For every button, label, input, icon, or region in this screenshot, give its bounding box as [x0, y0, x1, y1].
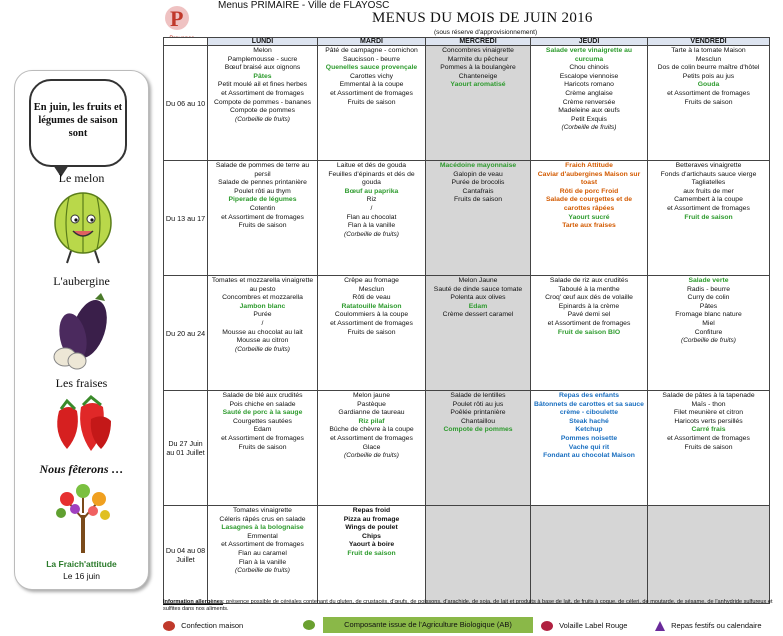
- menu-item: Mousse au chocolat au lait: [222, 328, 303, 336]
- menu-cell-wed: [426, 46, 531, 161]
- menu-item: Saucisson - beurre: [342, 55, 401, 63]
- top-title: Menus PRIMAIRE - Ville de FLAYOSC: [218, 0, 390, 11]
- svg-text:P: P: [170, 6, 184, 31]
- menu-cell-tue: [318, 161, 426, 276]
- week-label: Du 27 Juin au 01 Juillet: [164, 391, 208, 506]
- week-label: Du 13 au 17: [164, 161, 208, 276]
- legend-label-rouge-label: Volaille Label Rouge: [559, 621, 628, 630]
- menu-item: Marmite du pêcheur: [447, 55, 509, 63]
- menu-item: Caviar d'aubergines Maison sur toast: [537, 170, 641, 187]
- menu-item: et Assortiment de fromages: [667, 434, 750, 442]
- header-jeudi: JEUDI: [531, 38, 648, 46]
- menu-item: Poêlée printanière: [450, 409, 506, 417]
- menu-item: Confiture: [694, 328, 723, 336]
- menu-item: Salade de pennes printanière: [218, 179, 307, 187]
- menu-item: Fruit de saison: [347, 549, 396, 557]
- menu-item: Concombres vinaigrette: [442, 47, 514, 54]
- allergen-text: : présence possible de céréales contenant du gluten, de crustacés, d'œufs, de poissons, d'arachide, de soja, de lait et produits à base de lait, de fruits à coque, de céleri, de moutarde, de sésame, de l'anhydride sulfureux et sulfites dans nos aliments.: [163, 599, 773, 612]
- menu-item: Feuilles d'épinards et dés de gouda: [328, 170, 415, 187]
- menu-item: Edam: [468, 302, 488, 310]
- day-header-row: [164, 38, 770, 46]
- menu-item: Fruits de saison: [454, 196, 502, 204]
- menu-item: Fonds d'artichauts sauce vierge: [660, 170, 757, 178]
- menu-cell-tue: [318, 276, 426, 391]
- menu-item: Croq' œuf aux dés de volaille: [545, 294, 633, 302]
- menu-item: Bœuf au paprika: [344, 187, 399, 195]
- menu-item: Madeleine aux œufs: [558, 107, 620, 115]
- menu-item: Purée de brocolis: [451, 179, 505, 187]
- menu-item: Concombres et mozzarella: [222, 294, 303, 302]
- menu-item: Melon Jaune: [458, 277, 498, 284]
- menu-item: Ratatouille Maison: [341, 302, 402, 310]
- menu-item: Pommes noisette: [560, 434, 618, 442]
- chef-hat-icon: [163, 621, 175, 631]
- menu-item: Gardianne de taureau: [338, 409, 405, 417]
- menu-item: et Assortiment de fromages: [221, 541, 304, 549]
- menu-item: Fruits de saison: [238, 222, 287, 230]
- menu-item: Chou chinois: [569, 64, 609, 72]
- header-mardi: MARDI: [318, 38, 426, 46]
- week-row: [164, 46, 770, 161]
- menu-item: Bâtonnets de carottes et sa sauce crème - ciboulette: [534, 400, 644, 417]
- menu-item: Salade de blé aux crudités: [222, 392, 303, 399]
- menu-item: Crème renversée: [562, 98, 616, 106]
- menu-item: Gouda: [697, 81, 720, 89]
- menu-item: Macédoine mayonnaise: [439, 162, 517, 169]
- menu-item: Fruit de saison: [684, 213, 733, 221]
- header-vendredi: VENDREDI: [648, 38, 770, 46]
- menu-item: (Corbeille de fruits): [235, 567, 290, 575]
- menu-item: Poulet rôti au thym: [234, 187, 291, 195]
- menu-cell-mon: [208, 161, 318, 276]
- menu-item: (Corbeille de fruits): [235, 115, 290, 123]
- menu-item: (Corbeille de fruits): [681, 337, 736, 345]
- menu-item: Tomates et mozzarella vinaigrette au pesto: [211, 277, 314, 293]
- menu-item: Fondant au chocolat Maison: [543, 452, 635, 460]
- menu-item: Jambon blanc: [239, 302, 286, 310]
- menu-item: Fruits de saison: [238, 443, 287, 451]
- menu-item: Dos de colin beurre maître d'hôtel: [657, 64, 760, 72]
- menu-item: Petit Exquis: [571, 115, 607, 123]
- menu-cell-mon: [208, 46, 318, 161]
- menu-item: Coulommiers à la coupe: [334, 311, 409, 319]
- menu-item: Vache qui rit: [568, 443, 610, 451]
- menu-item: Tagliatelles: [691, 179, 726, 187]
- menu-item: et Assortiment de fromages: [667, 204, 750, 212]
- menu-item: Cotentin: [249, 204, 276, 212]
- menu-item: Pizza au fromage: [343, 515, 400, 523]
- menu-item: Lasagnes à la bolognaise: [221, 524, 304, 532]
- menu-cell-fri: [648, 391, 770, 506]
- menu-item: et Assortiment de fromages: [221, 89, 304, 97]
- legend-bio: Composante issue de l'Agriculture Biologique (AB): [323, 617, 533, 633]
- page-subtitle: (sous réserve d'approvisionnement): [434, 29, 538, 36]
- menu-item: Petits pois au jus: [682, 72, 735, 80]
- menu-item: Laitue et dés de gouda: [336, 162, 407, 169]
- menu-item: Petit moulé ail et fines herbes: [217, 81, 308, 89]
- menu-item: Purée: [253, 311, 272, 319]
- menu-item: Pâtes: [699, 302, 718, 310]
- menu-item: Pâté de campagne - cornichon: [325, 47, 418, 54]
- menu-item: Flan à la vanille: [238, 558, 287, 566]
- menu-item: Bœuf braisé aux oignons: [224, 64, 301, 72]
- menu-item: Compote de pommes: [443, 426, 513, 434]
- menu-cell-wed: [426, 391, 531, 506]
- menu-item: Quenelles sauce provençale: [325, 64, 418, 72]
- party-hat-icon: [655, 621, 665, 631]
- menu-item: Pavé demi sel: [567, 311, 611, 319]
- menu-item: Pastèque: [357, 400, 386, 408]
- menu-item: et Assortiment de fromages: [330, 89, 413, 97]
- speech-bubble: [29, 79, 127, 167]
- menu-item: Flan au chocolat: [346, 213, 397, 221]
- aubergine-label: L'aubergine: [53, 274, 110, 288]
- menu-item: Repas des enfants: [558, 392, 620, 399]
- menu-item: et Assortiment de fromages: [667, 89, 750, 97]
- menu-item: Fruits de saison: [684, 98, 733, 106]
- menu-item: Cantafrais: [462, 187, 494, 195]
- menu-cell-wed: [426, 506, 531, 604]
- menu-item: Salade verte vinaigrette au curcuma: [545, 47, 633, 63]
- menu-cell-tue: [318, 391, 426, 506]
- menu-cell-thu: [531, 506, 648, 604]
- fraises-label: Les fraises: [55, 376, 108, 390]
- menu-item: /: [261, 319, 264, 327]
- menu-item: (Corbeille de fruits): [561, 124, 617, 132]
- week-row: [164, 506, 770, 604]
- season-sidebar: [14, 70, 149, 590]
- menu-item: Yaourt à boire: [348, 541, 395, 549]
- menu-item: aux fruits de mer: [683, 187, 734, 195]
- menu-item: Chips: [362, 532, 381, 540]
- menu-item: Pommes à la boulangère: [440, 64, 516, 72]
- fraich-attitude-date: Le 16 juin: [63, 571, 100, 581]
- menu-cell-fri: [648, 46, 770, 161]
- legend-festif: [655, 621, 762, 631]
- menu-item: Miel: [702, 319, 715, 327]
- menu-item: Flan à la vanille: [347, 222, 396, 230]
- menu-item: Melon jaune: [352, 392, 391, 399]
- menu-item: Salade verte: [688, 277, 729, 284]
- menu-item: et Assortiment de fromages: [221, 434, 304, 442]
- menu-item: Rôti de veau: [352, 294, 391, 302]
- menu-item: et Assortiment de fromages: [330, 434, 413, 442]
- menu-item: Céleris râpés crus en salade: [219, 515, 306, 523]
- menu-item: Salade de pommes de terre au persil: [215, 162, 310, 178]
- menu-cell-fri: [648, 506, 770, 604]
- menu-cell-tue: [318, 506, 426, 604]
- aubergine-icon: [51, 291, 117, 371]
- menu-item: Pamplemousse - sucre: [227, 55, 298, 63]
- bubble-text: En juin, les fruits et légumes de saison sont: [33, 102, 123, 139]
- menu-cell-thu: [531, 161, 648, 276]
- menu-item: Sauté de porc à la sauge: [222, 409, 303, 417]
- week-row: [164, 161, 770, 276]
- week-label: Du 06 au 10: [164, 46, 208, 161]
- menu-cell-wed: [426, 161, 531, 276]
- menu-item: Steak haché: [569, 417, 609, 425]
- menu-item: et Assortiment de fromages: [330, 319, 413, 327]
- menu-item: Emmental: [247, 532, 278, 540]
- menu-item: Ketchup: [575, 426, 603, 434]
- menu-item: Fruits de saison: [347, 98, 396, 106]
- menu-item: Riz pilaf: [358, 417, 385, 425]
- label-rouge-icon: [541, 621, 553, 631]
- menu-item: Crêpe au fromage: [344, 277, 399, 284]
- menu-item: Filet meunière et citron: [673, 409, 744, 417]
- menu-item: Tomates vinaigrette: [233, 507, 292, 514]
- menu-item: Maïs - thon: [691, 400, 726, 408]
- menu-item: (Corbeille de fruits): [344, 452, 399, 460]
- menu-item: Mesclun: [695, 55, 722, 63]
- menu-item: Taboulé à la menthe: [558, 285, 620, 293]
- melon-label: Le melon: [58, 171, 105, 185]
- menu-item: Carottes vichy: [349, 72, 394, 80]
- menu-cell-fri: [648, 161, 770, 276]
- page-title: MENUS DU MOIS DE JUIN 2016: [372, 10, 593, 26]
- menu-item: Tarte à la tomate Maison: [671, 47, 746, 54]
- menu-item: Tarte aux fraises: [562, 222, 616, 230]
- menu-item: Repas froid: [352, 507, 391, 514]
- week-label: Du 20 au 24: [164, 276, 208, 391]
- menu-item: Wings de poulet: [345, 524, 398, 532]
- menu-item: Compote de pommes - bananes: [213, 98, 312, 106]
- menu-item: Melon: [253, 47, 272, 54]
- menu-item: Curry de colin: [687, 294, 730, 302]
- week-row: [164, 276, 770, 391]
- menu-item: Pâtes: [253, 72, 272, 80]
- menu-item: Betteraves vinaigrette: [675, 162, 742, 169]
- menu-item: Flan au caramel: [238, 549, 287, 557]
- menu-cell-mon: [208, 506, 318, 604]
- menu-item: Crème dessert caramel: [442, 311, 514, 319]
- menu-item: Crème anglaise: [565, 89, 613, 97]
- menu-item: et Assortiment de fromages: [221, 213, 304, 221]
- menu-item: Haricots verts persillés: [674, 417, 743, 425]
- menu-item: Poulet rôti au jus: [452, 400, 504, 408]
- header-mercredi: MERCREDI: [426, 38, 531, 46]
- menu-item: Mesclun: [358, 285, 385, 293]
- menu-item: Salade de pâtes à la tapenade: [662, 392, 755, 399]
- legend-maison: [163, 621, 243, 631]
- menu-item: Haricots romano: [564, 81, 614, 89]
- fruit-tree-icon: [53, 479, 113, 553]
- menu-item: Mousse au citron: [236, 337, 289, 345]
- menu-item: Radis - beurre: [686, 285, 731, 293]
- allergen-title: Information allergènes: [163, 599, 223, 605]
- week-label: Du 04 au 08 Juillet: [164, 506, 208, 604]
- menu-cell-wed: [426, 276, 531, 391]
- legend-festif-label: Repas festifs ou calendaire: [671, 621, 762, 630]
- menu-item: Carré frais: [691, 426, 726, 434]
- melon-icon: [49, 189, 117, 267]
- menu-cell-mon: [208, 276, 318, 391]
- menu-item: Fruits de saison: [347, 328, 396, 336]
- header-lundi: LUNDI: [208, 38, 318, 46]
- strawberries-icon: [49, 393, 117, 455]
- menu-item: Compote de pommes: [230, 107, 295, 115]
- menu-item: Emmental à la coupe: [339, 81, 404, 89]
- menu-item: /: [370, 204, 373, 212]
- menu-cell-thu: [531, 276, 648, 391]
- menu-item: Bûche de chèvre à la coupe: [329, 426, 414, 434]
- menu-cell-mon: [208, 391, 318, 506]
- menu-item: Piperade de légumes: [228, 196, 297, 204]
- menu-item: (Corbeille de fruits): [235, 345, 290, 353]
- menu-item: Riz: [366, 196, 377, 204]
- menu-item: Pois chiche en salade: [229, 400, 296, 408]
- menu-item: Rôti de porc Froid: [559, 187, 619, 195]
- week-row: [164, 391, 770, 506]
- menu-item: Fruits de saison: [684, 443, 733, 451]
- menu-item: Galopin de veau: [453, 170, 503, 178]
- menu-item: Salade de courgettes et de carottes râpées: [545, 196, 633, 212]
- allergen-footnote: [163, 599, 773, 613]
- corner-cell: [164, 38, 208, 46]
- menu-item: et Assortiment de fromages: [547, 319, 631, 327]
- menu-item: Salade de lentilles: [450, 392, 506, 399]
- menu-item: Escalope viennoise: [559, 72, 619, 80]
- menu-item: Salade de riz aux crudités: [549, 277, 629, 284]
- legend: [163, 617, 773, 633]
- menu-table: [163, 37, 770, 604]
- menu-cell-thu: [531, 391, 648, 506]
- celebrate-label: Nous fêterons …: [39, 462, 124, 476]
- menu-item: Camembert à la coupe: [674, 196, 743, 204]
- menu-item: Chanteneige: [458, 72, 498, 80]
- menu-item: Fromage blanc nature: [675, 311, 742, 319]
- menu-item: Epinards à la crème: [558, 302, 620, 310]
- menu-item: Glace: [362, 443, 381, 451]
- menu-item: Edam: [253, 426, 272, 434]
- menu-item: (Corbeille de fruits): [344, 230, 399, 238]
- menu-item: Sauté de dinde sauce tomate: [433, 285, 523, 293]
- menu-item: Yaourt sucré: [568, 213, 610, 221]
- menu-item: Fruit de saison BIO: [557, 328, 621, 336]
- legend-maison-label: Confection maison: [181, 621, 244, 630]
- menu-cell-thu: [531, 46, 648, 161]
- menu-item: Yaourt aromatisé: [450, 81, 506, 89]
- menu-item: Courgettes sautées: [233, 417, 292, 425]
- menu-item: Fraich Attitude: [565, 162, 613, 169]
- menu-cell-tue: [318, 46, 426, 161]
- bio-leaf-icon: [303, 620, 315, 630]
- menu-item: Polenta aux olives: [450, 294, 506, 302]
- menu-cell-fri: [648, 276, 770, 391]
- legend-label-rouge: [541, 621, 627, 631]
- fraich-attitude-label: La Fraich'attitude: [46, 559, 117, 569]
- menu-item: Chantaillou: [460, 417, 495, 425]
